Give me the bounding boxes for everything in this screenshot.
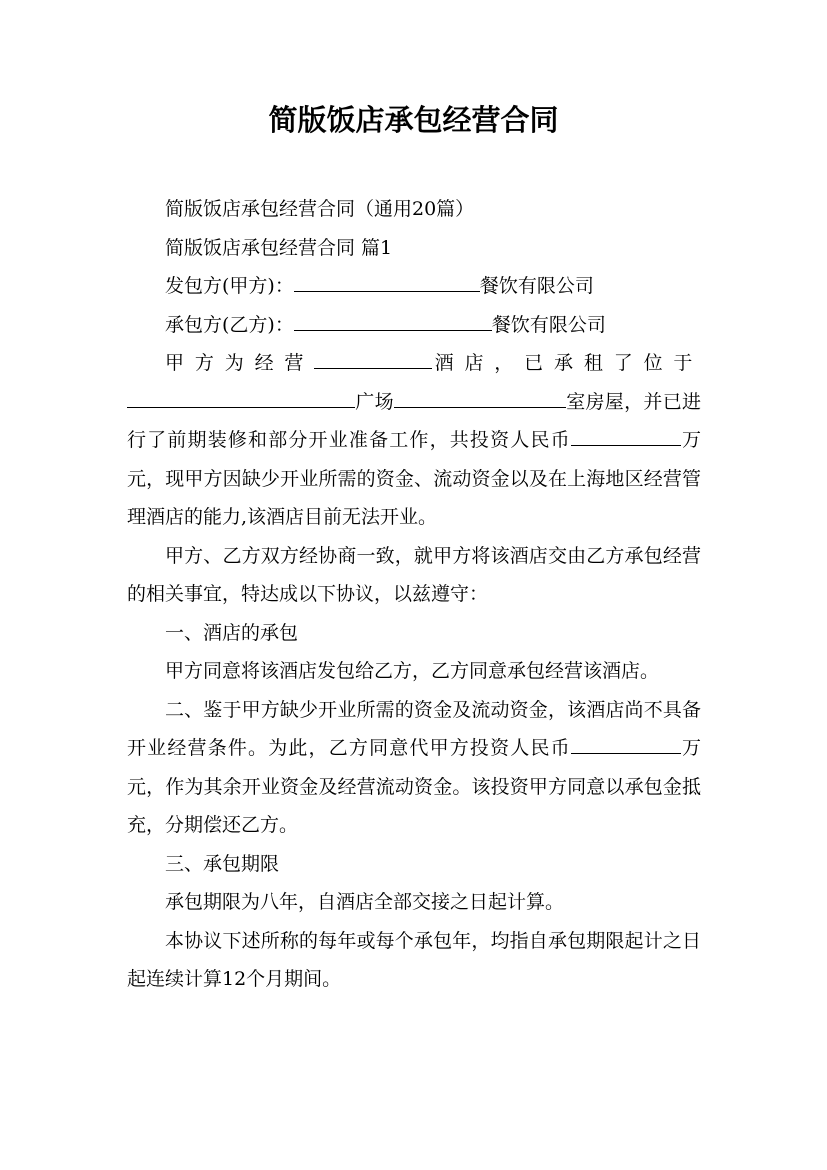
blank-line: [314, 348, 432, 369]
paragraph-subtitle: 简版饭店承包经营合同（通用20篇）: [165, 198, 475, 220]
paragraph-party-a: [127, 267, 701, 306]
background-text-5: 万元，现甲方因缺少开业所需的资金、流动资金以及在上海地区经营管理酒店的能力,该酒店目前无法开业。: [127, 429, 701, 528]
background-text-4: 室房屋，并已进行了前期装修和部分开业准备工作，共投资人民币: [127, 390, 701, 451]
party-b-suffix: 餐饮有限公司: [491, 313, 606, 336]
background-text-2: 酒店，已承租了位于: [432, 352, 701, 374]
blank-line: [294, 271, 480, 292]
paragraph-background: [127, 344, 701, 537]
party-a-suffix: 餐饮有限公司: [479, 275, 594, 297]
party-a-label: 发包方(甲方)：: [165, 275, 294, 297]
background-text-1: 甲方为经营: [165, 352, 315, 374]
blank-line: [394, 387, 566, 408]
paragraph-section-3-term: 承包期限为八年，自酒店全部交接之日起计算。: [165, 891, 565, 913]
background-text-3: 广场: [355, 390, 394, 413]
document-title: 简版饭店承包经营合同: [268, 103, 559, 137]
heading-section-1: 一、酒店的承包: [165, 621, 299, 644]
blank-line: [571, 425, 681, 446]
section-2-text-2: 万元，作为其余开业资金及经营流动资金。该投资甲方同意以承包金抵充，分期偿还乙方。: [127, 737, 701, 836]
paragraph-agreement: 甲方、乙方双方经协商一致，就甲方将该酒店交由乙方承包经营的相关事宜，特达成以下协议，以兹遵守：: [127, 544, 701, 605]
blank-line: [294, 310, 492, 331]
blank-line: [127, 387, 355, 408]
blank-line: [571, 733, 681, 754]
section-2-text-1: 二、鉴于甲方缺少开业所需的资金及流动资金，该酒店尚不具备开业经营条件。为此，乙方同意代甲方投资人民币: [127, 698, 701, 759]
paragraph-section-2: [127, 691, 701, 845]
paragraph-section-1: 甲方同意将该酒店发包给乙方，乙方同意承包经营该酒店。: [165, 660, 660, 682]
paragraph-section-3-definition: 本协议下述所称的每年或每个承包年，均指自承包期限起计之日起连续计算12个月期间。: [127, 929, 701, 990]
paragraph-section-label: 简版饭店承包经营合同 篇1: [165, 236, 393, 259]
party-b-label: 承包方(乙方)：: [165, 313, 294, 336]
paragraph-party-b: [127, 306, 701, 345]
document-body: [127, 190, 701, 999]
heading-section-3: 三、承包期限: [165, 852, 280, 875]
